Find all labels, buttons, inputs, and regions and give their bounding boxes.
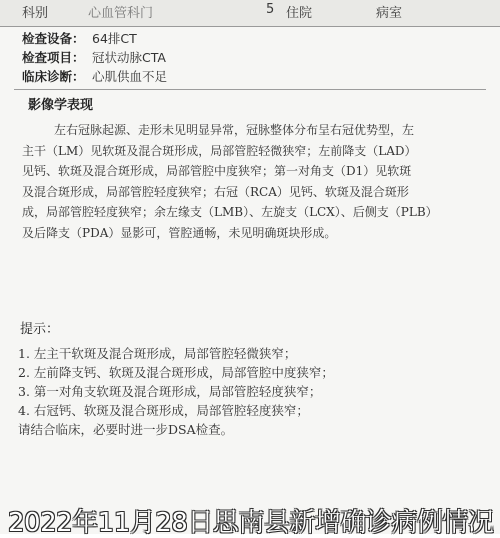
findings-line: 成，局部管腔轻度狭窄；余左缘支（LMB）、左旋支（LCX）、后侧支（PLB） xyxy=(22,205,438,219)
report-header-band xyxy=(0,0,500,27)
bed-number: 5 xyxy=(266,2,275,17)
tips-title: 提示： xyxy=(20,322,60,337)
exam-device-row xyxy=(22,29,462,48)
tip-item: 3. 第一对角支软斑及混合斑形成，局部管腔轻度狭窄； xyxy=(18,384,322,399)
item-value: 冠状动脉CTA xyxy=(92,50,166,65)
tip-item: 2. 左前降支钙、软斑及混合斑形成，局部管腔中度狭窄； xyxy=(18,365,334,380)
ward-label: 病室 xyxy=(376,6,403,21)
diagnosis-value: 心肌供血不足 xyxy=(92,69,168,84)
findings-line: 主干（LM）见软斑及混合斑形成，局部管腔轻微狭窄；左前降支（LAD） xyxy=(22,143,417,158)
tips-list xyxy=(18,344,478,439)
caption-overlay: 2022年11月28日思南县新增确诊病例情况 xyxy=(8,508,494,538)
tip-item: 4. 右冠钙、软斑及混合斑形成，局部管腔轻度狭窄； xyxy=(18,403,309,418)
ward-type: 住院 xyxy=(286,6,313,21)
findings-line: 左右冠脉起源、走形未见明显异常，冠脉整体分布呈右冠优势型，左 xyxy=(54,123,415,137)
divider-line xyxy=(14,89,486,90)
department-label: 科别 xyxy=(22,6,49,21)
exam-diagnosis-row xyxy=(22,67,462,86)
department-value: 心血管科门 xyxy=(88,6,154,21)
findings-body xyxy=(22,120,478,243)
diagnosis-label: 临床诊断： xyxy=(22,69,85,84)
tip-item: 1. 左主干软斑及混合斑形成，局部管腔轻微狭窄； xyxy=(18,346,297,361)
findings-line: 及混合斑形成，局部管腔轻度狭窄；右冠（RCA）见钙、软斑及混合斑形 xyxy=(22,184,409,199)
exam-info xyxy=(22,29,462,86)
exam-item-row xyxy=(22,48,462,67)
findings-line: 及后降支（PDA）显影可，管腔通畅，未见明确斑块形成。 xyxy=(22,225,337,240)
device-value: 64排CT xyxy=(92,31,137,46)
item-label: 检查项目： xyxy=(22,50,85,65)
device-label: 检查设备： xyxy=(22,31,85,46)
findings-line: 见钙、软斑及混合斑形成，局部管腔中度狭窄；第一对角支（D1）见软斑 xyxy=(22,164,412,178)
tip-advice: 请结合临床，必要时进一步DSA检查。 xyxy=(18,422,234,437)
findings-title: 影像学表现 xyxy=(28,98,94,113)
